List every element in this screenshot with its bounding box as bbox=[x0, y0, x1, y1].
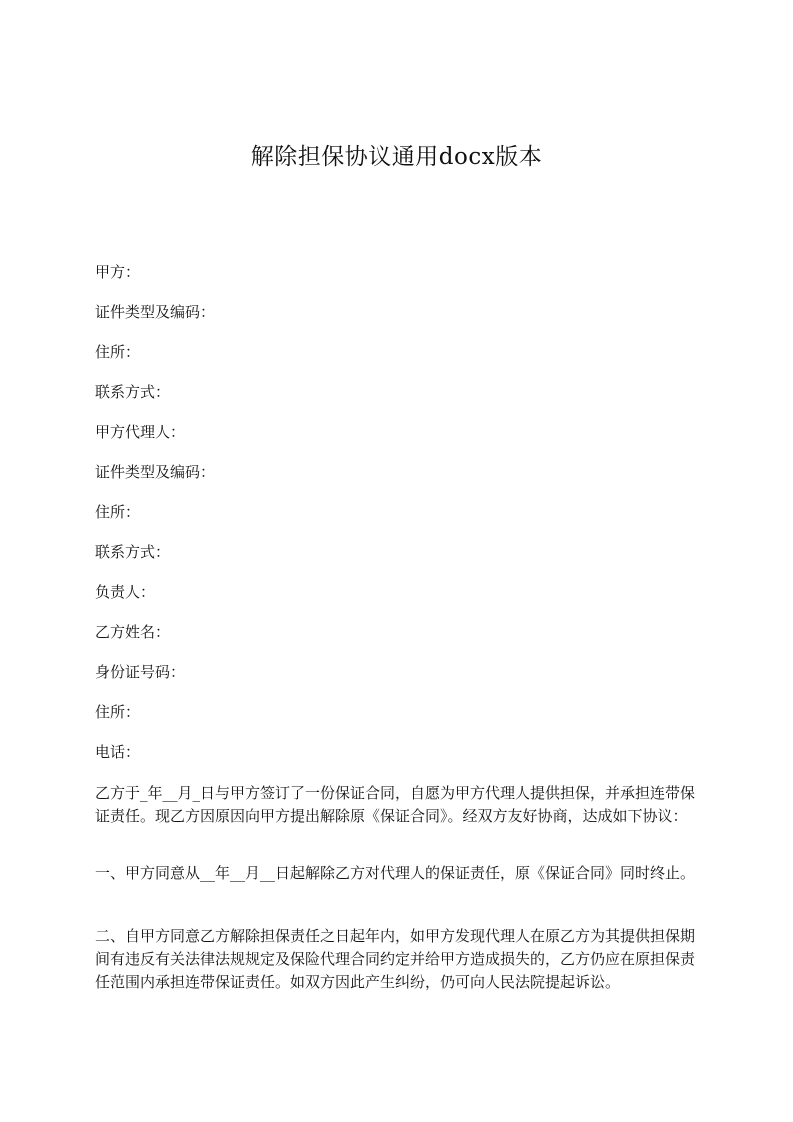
party-fields-list bbox=[95, 262, 705, 782]
field-person-in-charge: 负责人： bbox=[95, 583, 156, 601]
paragraph-clause-1: 一、甲方同意从__年__月__日起解除乙方对代理人的保证责任，原《保证合同》同时终止。 bbox=[95, 864, 696, 882]
field-party-b-id-number: 身份证号码： bbox=[95, 663, 186, 681]
field-agent-address: 住所： bbox=[95, 503, 141, 521]
field-contact: 联系方式： bbox=[95, 383, 171, 401]
paragraph-intro: 乙方于_年__月_日与甲方签订了一份保证合同，自愿为甲方代理人提供担保，并承担连带保证责任。现乙方因原因向甲方提出解除原《保证合同》。经双方友好协商，达成如下协议： bbox=[95, 784, 696, 825]
document-title: 解除担保协议通用docx版本 bbox=[250, 144, 543, 170]
field-party-b-address: 住所： bbox=[95, 703, 141, 721]
field-party-a-agent: 甲方代理人： bbox=[95, 423, 186, 441]
paragraph-clause-2: 二、自甲方同意乙方解除担保责任之日起年内，如甲方发现代理人在原乙方为其提供担保期间有违反有关法律法规规定及保险代理合同约定并给甲方造成损失的，乙方仍应在原担保责任范围内承担连带保证责任。如双方因此产生纠纷，仍可向人民法院提起诉讼。 bbox=[95, 927, 696, 991]
field-party-a: 甲方： bbox=[95, 263, 141, 281]
field-party-b-phone: 电话： bbox=[95, 743, 141, 761]
field-id-type-number: 证件类型及编码： bbox=[95, 303, 216, 321]
field-agent-id-type-number: 证件类型及编码： bbox=[95, 463, 216, 481]
field-party-b-name: 乙方姓名： bbox=[95, 623, 171, 641]
field-address: 住所： bbox=[95, 343, 141, 361]
field-agent-contact: 联系方式： bbox=[95, 543, 171, 561]
